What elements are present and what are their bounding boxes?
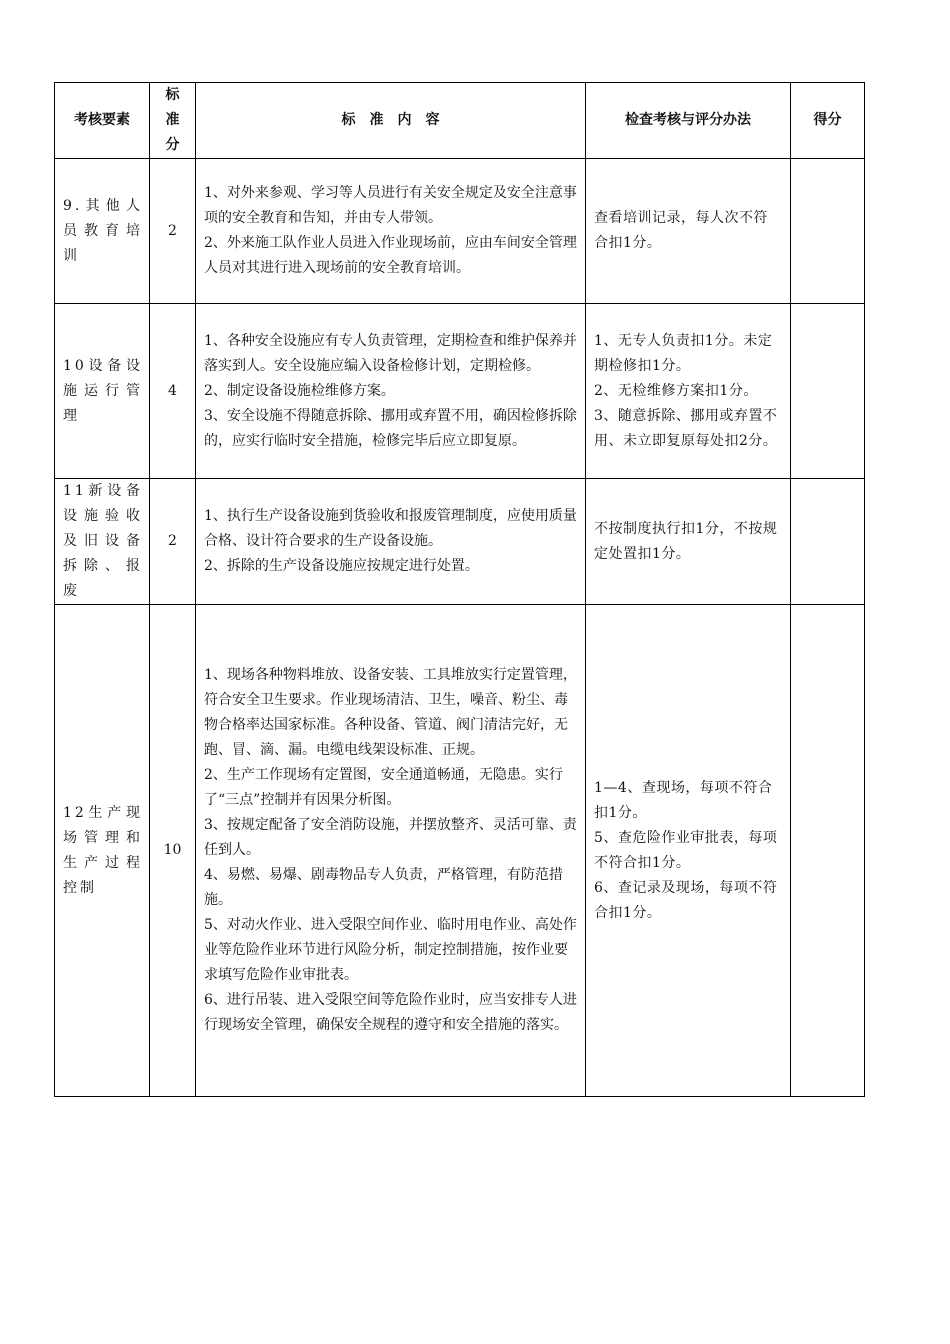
row-method — [586, 479, 791, 605]
content-item: 4、易燃、易爆、剧毒物品专人负责，严格管理，有防范措施。 — [204, 867, 563, 908]
row-element: 10设备设施运行管理 — [55, 304, 150, 479]
content-item: 2、制定设备设施检维修方案。 — [204, 382, 395, 399]
row-content — [196, 159, 586, 304]
content-item: 2、外来施工队作业人员进入作业现场前，应由车间安全管理人员对其进行进入现场前的安全教育培训。 — [204, 235, 577, 276]
header-element: 考核要素 — [55, 83, 150, 159]
row-element: 12生产现场管理和生产过程控制 — [55, 605, 150, 1097]
row-standard-score: 4 — [150, 304, 196, 479]
row-method — [586, 304, 791, 479]
row-content — [196, 479, 586, 605]
assessment-table — [54, 82, 865, 1097]
method-item: 3、随意拆除、挪用或弃置不用、未立即复原每处扣2分。 — [594, 407, 778, 449]
method-item: 1、无专人负责扣1分。未定期检修扣1分。 — [594, 332, 773, 374]
content-item: 1、对外来参观、学习等人员进行有关安全规定及安全注意事项的安全教育和告知，并由专人带领。 — [204, 185, 577, 226]
content-item: 3、安全设施不得随意拆除、挪用或弃置不用，确因检修拆除的，应实行临时安全措施，检修完毕后应立即复原。 — [204, 407, 577, 449]
header-content: 标 准 内 容 — [196, 83, 586, 159]
table-row — [55, 159, 865, 304]
row-element: 11新设备设施验收及旧设备拆除、报废 — [55, 479, 150, 605]
content-item: 2、拆除的生产设备设施应按规定进行处置。 — [204, 558, 479, 574]
method-item: 不按制度执行扣1分，不按规定处置扣1分。 — [594, 520, 778, 562]
table-row — [55, 605, 865, 1097]
header-standard-score — [150, 83, 196, 159]
method-item: 6、查记录及现场，每项不符合扣1分。 — [594, 879, 778, 921]
header-score: 得分 — [791, 83, 865, 159]
method-item: 查看培训记录，每人次不符合扣1分。 — [594, 210, 768, 251]
content-item: 5、对动火作业、进入受限空间作业、临时用电作业、高处作业等危险作业环节进行风险分析，制定控制措施，按作业要求填写危险作业审批表。 — [204, 917, 577, 983]
row-element: 9.其他人员教育培训 — [55, 159, 150, 304]
row-content — [196, 304, 586, 479]
header-row — [55, 83, 865, 159]
row-standard-score: 2 — [150, 159, 196, 304]
row-score — [791, 605, 865, 1097]
content-item: 3、按规定配备了安全消防设施，并摆放整齐、灵活可靠、责任到人。 — [204, 817, 577, 858]
header-standard-score-char: 准 — [165, 112, 180, 128]
method-item: 1—4、查现场，每项不符合扣1分。 — [594, 779, 773, 821]
row-standard-score: 2 — [150, 479, 196, 605]
header-standard-score-char: 分 — [165, 137, 180, 153]
row-method — [586, 159, 791, 304]
row-method — [586, 605, 791, 1097]
header-standard-score-char: 标 — [165, 87, 180, 103]
content-item: 6、进行吊装、进入受限空间等危险作业时，应当安排专人进行现场安全管理，确保安全规程的遵守和安全措施的落实。 — [204, 992, 577, 1033]
content-item: 2、生产工作现场有定置图，安全通道畅通，无隐患。实行了“三点”控制并有因果分析图。 — [204, 767, 563, 808]
row-standard-score: 10 — [150, 605, 196, 1097]
row-content — [196, 605, 586, 1097]
content-item: 1、现场各种物料堆放、设备安装、工具堆放实行定置管理，符合安全卫生要求。作业现场清洁、卫生，噪音、粉尘、毒物合格率达国家标准。各种设备、管道、阀门清洁完好，无跑、冒、滴、漏。电缆电线架设标准、正规。 — [204, 667, 577, 758]
row-score — [791, 479, 865, 605]
header-method: 检查考核与评分办法 — [586, 83, 791, 159]
content-item: 1、各种安全设施应有专人负责管理，定期检查和维护保养并落实到人。安全设施应编入设备检修计划，定期检修。 — [204, 332, 577, 374]
table-row — [55, 479, 865, 605]
table-row — [55, 304, 865, 479]
content-item: 1、执行生产设备设施到货验收和报废管理制度，应使用质量合格、设计符合要求的生产设备设施。 — [204, 508, 577, 549]
method-item: 5、查危险作业审批表，每项不符合扣1分。 — [594, 829, 778, 871]
row-score — [791, 304, 865, 479]
method-item: 2、无检维修方案扣1分。 — [594, 382, 758, 399]
row-score — [791, 159, 865, 304]
